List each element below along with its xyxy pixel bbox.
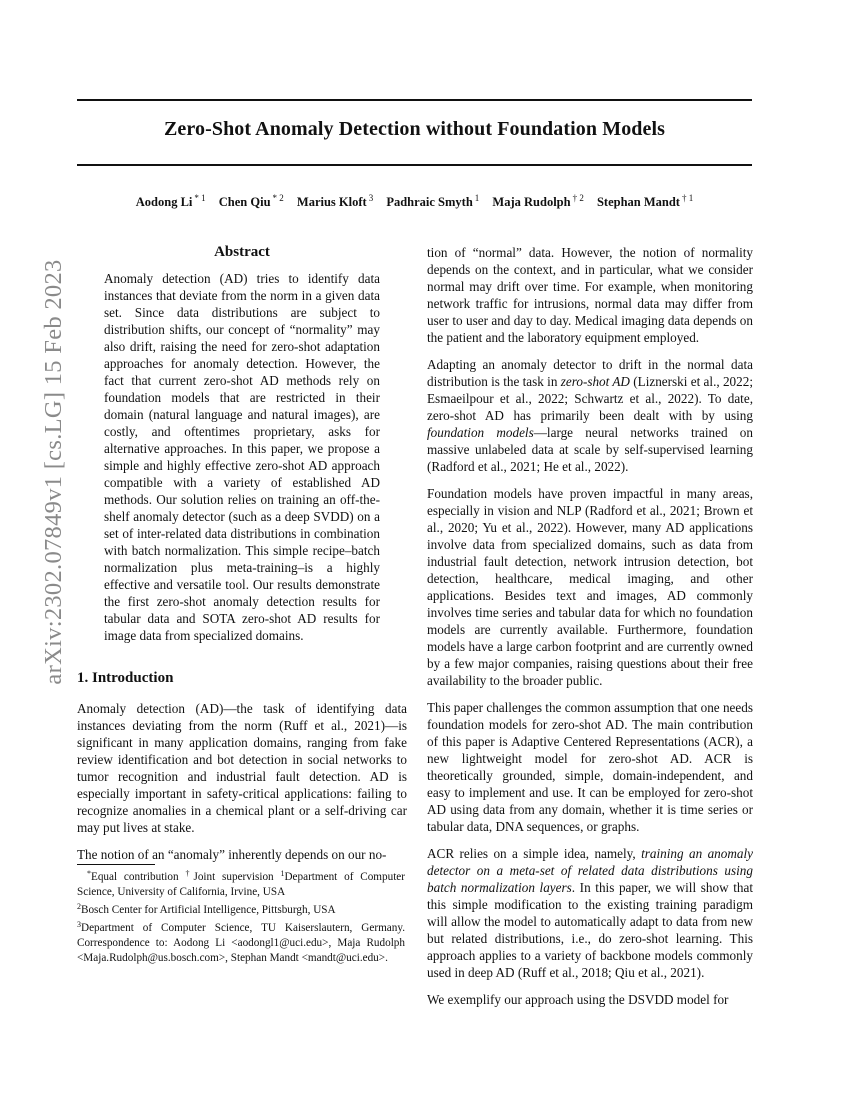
author-name: Chen Qiu (218, 195, 271, 209)
paragraph: Foundation models have proven impactful in many areas, especially in vision and NLP (Radford et al., 2021; Brown et al., 2020; Yu et al., 2022). However, many AD applications involve data from specialized domains, such as data from industrial fault detection, network intrusion detection, bot detection, healthcare, medical imaging, and other applications. Besides text and images, AD commonly involves time series and tabular data for which no foundation models are currently available. Furthermore, foundation models have a large carbon footprint and are currently owned by a few major companies, raising questions about their free availability to the broader public. (427, 486, 753, 688)
author-affiliation-mark: † 2 (572, 193, 584, 203)
footnote-mark: 2 (77, 901, 81, 911)
paper-title: Zero-Shot Anomaly Detection without Foundation Models (163, 118, 666, 140)
paragraph-text: Adapting an anomaly detector to drift in the normal data distribution is the task in (427, 357, 753, 389)
footnote-correspondence: Correspondence to: Aodong Li <aodongl1@uci.edu>, Maja Rudolph <Maja.Rudolph@us.bosch.com>, Stephan Mandt <mandt@uci.edu>. (77, 936, 405, 964)
abstract-heading: Abstract (214, 244, 270, 260)
paragraph-text: . In this paper, we will show that this simple modification to the existing training paradigm will allow the model to automatically adapt to data from new but related distributions, i.e., do zero-shot learning. This approach applies to a variety of backbone models commonly used in deep AD (Ruff et al., 2018; Qiu et al., 2021). (427, 880, 753, 980)
footnote-text: Equal contribution (91, 871, 186, 883)
title-bottom-rule (77, 164, 752, 166)
footnotes (77, 867, 405, 965)
author-affiliation-mark: 3 (368, 193, 374, 203)
author (597, 193, 693, 210)
italic-term: training an anomaly detector on a meta-set of related data distributions using batch normalization layers (427, 846, 753, 895)
paragraph (427, 845, 753, 981)
author-affiliation-mark: * 2 (272, 193, 284, 203)
author (136, 193, 206, 210)
author (297, 193, 373, 210)
paragraph: tion of “normal” data. However, the notion of normality depends on the context, and in particular, what we consider normal may drift over time. For example, when monitoring network traffic for intrusions, normal data may differ from user to user and day to day. Medical imaging data depends on the patient and the laboratory equipment employed. (427, 245, 753, 345)
paragraph-text: ACR relies on a simple idea, namely, (427, 846, 642, 861)
footnote-mark: 3 (77, 919, 81, 929)
author-name: Marius Kloft (296, 195, 367, 209)
footnote-rule (77, 864, 155, 865)
paragraph (427, 356, 753, 475)
paragraph: We exemplify our approach using the DSVDD model for (427, 992, 729, 1007)
author-name: Stephan Mandt (596, 195, 680, 209)
footnote-text: Joint supervision (193, 871, 281, 883)
author-name: Maja Rudolph (492, 195, 571, 209)
footnote-mark: 1 (280, 869, 285, 878)
footnote-block (77, 867, 405, 900)
footnote-block (77, 918, 405, 966)
paragraph: Anomaly detection (AD)—the task of identifying data instances deviating from the norm (Ruff et al., 2021)—is significant in many application domains, ranging from fake review identification and bot detection in social networks to tumor recognition and industrial fault detection. AD is especially important in safety-critical applications: failing to recognize anomalies in a chemical plant or a self-driving car may put lives at stake. (77, 701, 407, 835)
author-name: Padhraic Smyth (386, 195, 473, 209)
paragraph-text: (Liznerski et al., 2022; Esmaeilpour et al., 2022; Schwartz et al., 2022). To date, zero-shot AD has primarily been dealt with by using (427, 374, 753, 423)
author-affiliation-mark: * 1 (194, 193, 206, 203)
italic-term: foundation models (427, 425, 534, 440)
author (492, 193, 583, 210)
abstract-text: Anomaly detection (AD) tries to identify data instances that deviate from the norm in a given data set. Since data distributions are subject to distribution shifts, our concept of “normality” may also drift, raising the need for zero-shot adaptation approaches for anomaly detection. However, the fact that current zero-shot AD methods rely on foundation models that are restricted in their domain (natural language and natural images), are costly, and oftentimes proprietary, asks for alternative approaches. In this paper, we propose a simple and highly effective zero-shot AD approach compatible with a variety of established AD methods. Our solution relies on training an off-the-shelf anomaly detector (such as a deep SVDD) on a set of inter-related data distributions in combination with batch normalization. This simple recipe–batch normalization plus meta-training–is a highly effective and versatile tool. Our results demonstrate the first zero-shot anomaly detection results for tabular data and SOTA zero-shot AD results for image data from specialized domains. (104, 271, 380, 643)
footnote-block (77, 900, 405, 918)
author-list (77, 193, 752, 210)
author-name: Aodong Li (135, 195, 193, 209)
paragraph-text: —large neural networks trained on massive unlabeled data at scale by self-supervised learning (Radford et al., 2021; He et al., 2022). (427, 425, 753, 474)
footnote-mark: † (185, 869, 194, 878)
footnote-text: Department of Computer Science, TU Kaiserslautern, Germany. (81, 921, 405, 934)
italic-term: zero-shot AD (560, 374, 630, 389)
arxiv-identifier-text: arXiv:2302.07849v1 [cs.LG] 15 Feb 2023 (40, 259, 67, 685)
author (219, 193, 284, 210)
section-heading-introduction: 1. Introduction (77, 670, 174, 686)
paragraph: The notion of an “anomaly” inherently depends on our no- (77, 847, 387, 862)
paragraph: This paper challenges the common assumption that one needs foundation models for zero-shot AD. The main contribution of this paper is Adaptive Centered Representations (ACR), a new lightweight model for zero-shot AD. ACR is theoretically grounded, simple, domain-independent, and easy to implement and use. It can be employed for zero-shot AD using data from any domain, whether it is time series or tabular data, DNA sequences, or graphs. (427, 700, 753, 834)
footnote-text: Bosch Center for Artificial Intelligence, Pittsburgh, USA (81, 903, 336, 916)
author-affiliation-mark: 1 (474, 193, 480, 203)
title-top-rule (77, 99, 752, 101)
footnote-mark: * (87, 869, 91, 878)
footnote-text: Department of Computer Science, University of California, Irvine, USA (77, 871, 405, 898)
author (386, 193, 479, 210)
right-column (427, 244, 753, 1008)
intro-left-column (77, 700, 407, 863)
author-affiliation-mark: † 1 (681, 193, 694, 203)
